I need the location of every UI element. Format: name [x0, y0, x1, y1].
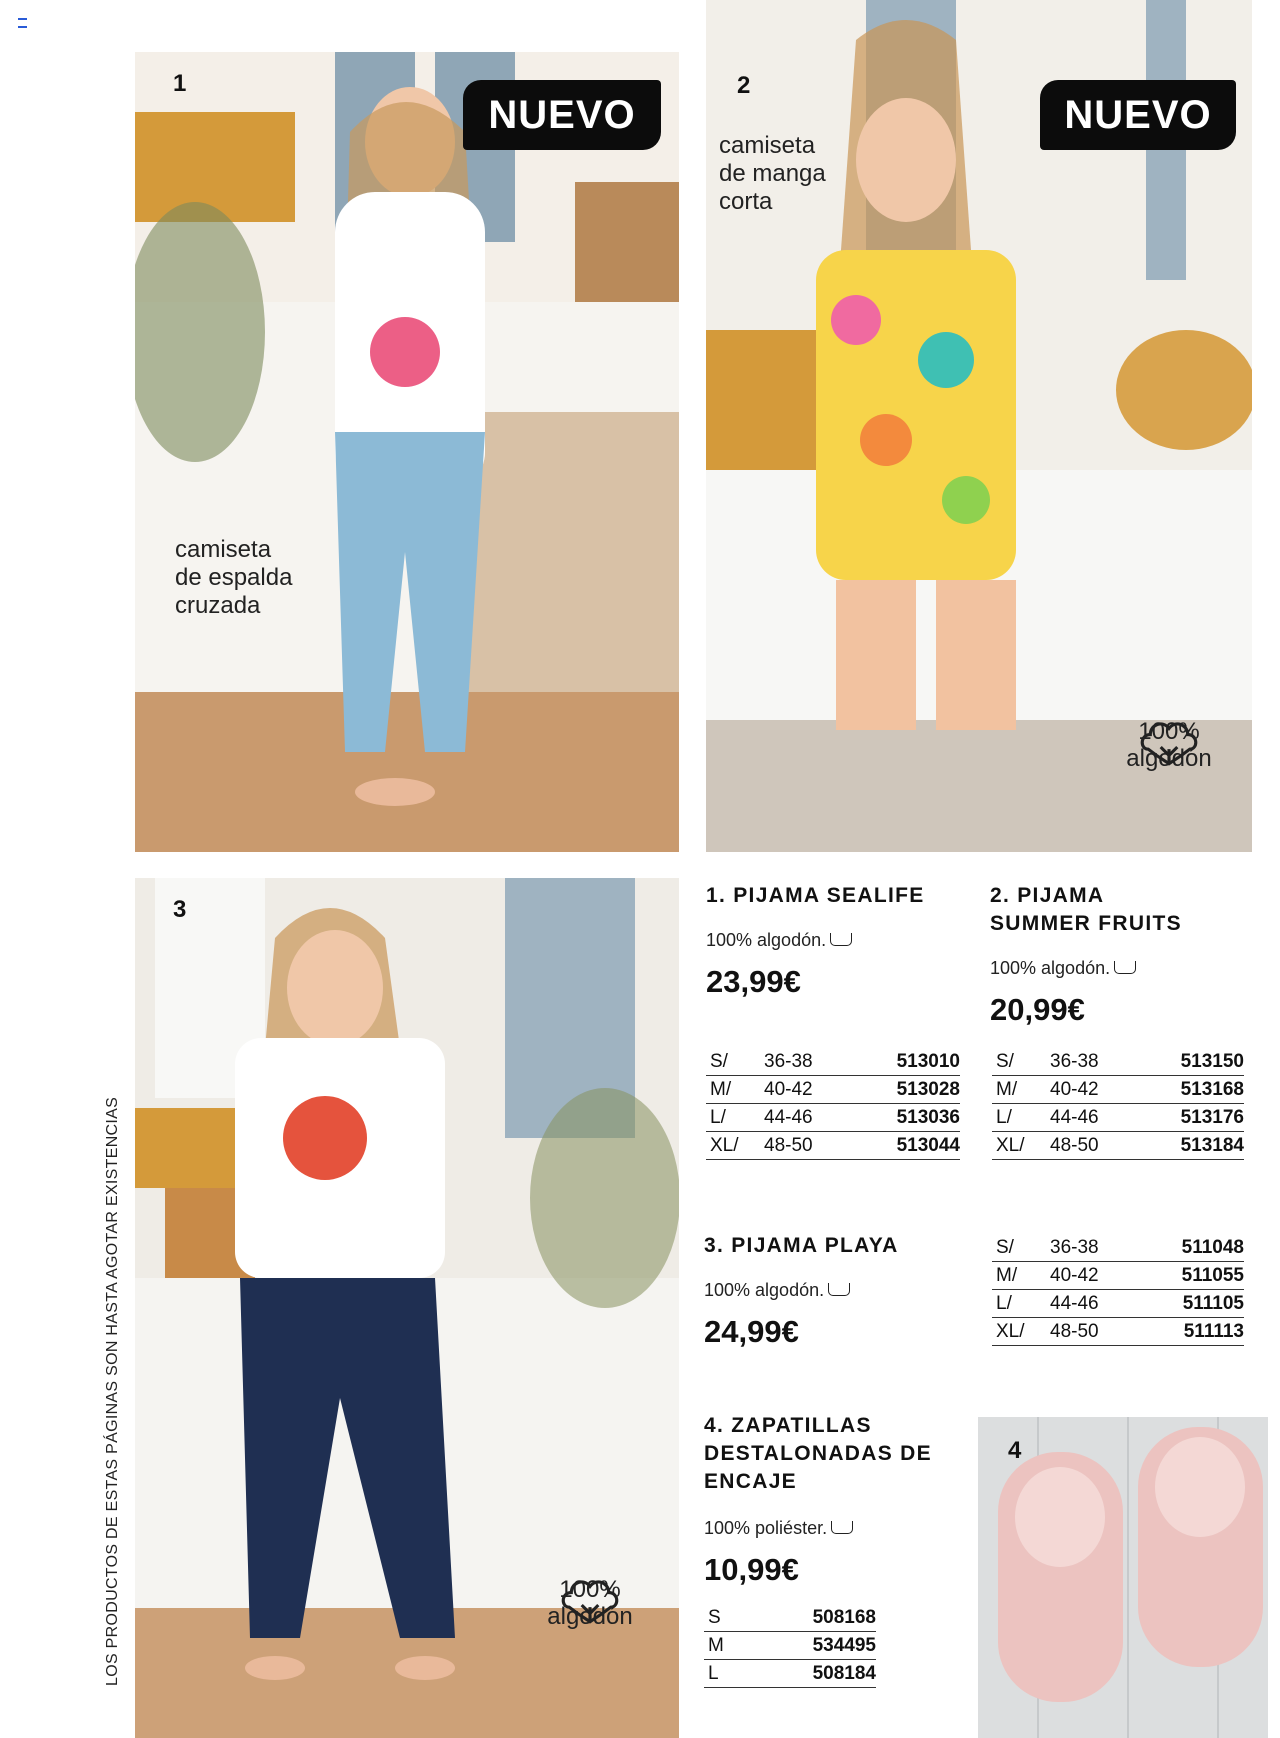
size-row: S/ 36-38 513010 [706, 1048, 960, 1076]
photo-caption: camiseta de manga corta [719, 132, 826, 215]
photo-number: 4 [1008, 1437, 1022, 1464]
size-table [706, 1048, 960, 1160]
material-label: 100% poliéster. [704, 1518, 853, 1539]
size-row: S 508168 [704, 1604, 876, 1632]
corner-mark [18, 18, 27, 28]
wash-icon [1114, 961, 1136, 974]
size-row: M/ 40-42 513028 [706, 1076, 960, 1104]
material-label: 100% algodón. [990, 958, 1136, 979]
size-row: M/ 40-42 513168 [992, 1076, 1244, 1104]
photo-zapatillas [978, 1417, 1268, 1738]
cotton-icon [535, 1576, 645, 1630]
photo-pijama-summer-fruits [706, 0, 1252, 852]
photo-caption: camiseta de espalda cruzada [175, 536, 293, 619]
size-table [992, 1234, 1244, 1346]
size-table [704, 1604, 876, 1688]
photo-number: 1 [173, 70, 187, 97]
stock-notice: LOS PRODUCTOS DE ESTAS PÁGINAS SON HASTA AGOTAR EXISTENCIAS [104, 1096, 121, 1686]
price: 20,99€ [990, 992, 1085, 1027]
cotton-label: 100% algodón [1114, 718, 1224, 772]
cotton-label: 100% algodón [535, 1576, 645, 1630]
size-row: M/ 40-42 511055 [992, 1262, 1244, 1290]
material-label: 100% algodón. [704, 1280, 850, 1301]
size-row: XL/ 48-50 511113 [992, 1318, 1244, 1346]
photo-number: 2 [737, 72, 751, 99]
photo-pijama-playa [135, 878, 679, 1738]
price: 23,99€ [706, 964, 801, 999]
material-label: 100% algodón. [706, 930, 852, 951]
product-title: 4. ZAPATILLAS DESTALONADAS DE ENCAJE [704, 1414, 932, 1493]
nuevo-badge: NUEVO [463, 80, 661, 150]
size-row: M 534495 [704, 1632, 876, 1660]
product-title: 2. PIJAMA SUMMER FRUITS [990, 884, 1182, 935]
wash-icon [828, 1283, 850, 1296]
photo-number: 3 [173, 896, 187, 923]
cotton-icon [1114, 718, 1224, 772]
product-title: 3. PIJAMA PLAYA [704, 1234, 899, 1257]
size-row: XL/ 48-50 513044 [706, 1132, 960, 1160]
wash-icon [830, 933, 852, 946]
size-row: S/ 36-38 513150 [992, 1048, 1244, 1076]
size-table [992, 1048, 1244, 1160]
photo-pijama-sealife [135, 52, 679, 852]
price: 10,99€ [704, 1552, 799, 1587]
size-row: S/ 36-38 511048 [992, 1234, 1244, 1262]
size-row: L/ 44-46 513176 [992, 1104, 1244, 1132]
size-row: XL/ 48-50 513184 [992, 1132, 1244, 1160]
size-row: L 508184 [704, 1660, 876, 1688]
product-title: 1. PIJAMA SEALIFE [706, 884, 925, 907]
nuevo-badge: NUEVO [1040, 80, 1236, 150]
size-row: L/ 44-46 513036 [706, 1104, 960, 1132]
price: 24,99€ [704, 1314, 799, 1349]
size-row: L/ 44-46 511105 [992, 1290, 1244, 1318]
wash-icon [831, 1521, 853, 1534]
